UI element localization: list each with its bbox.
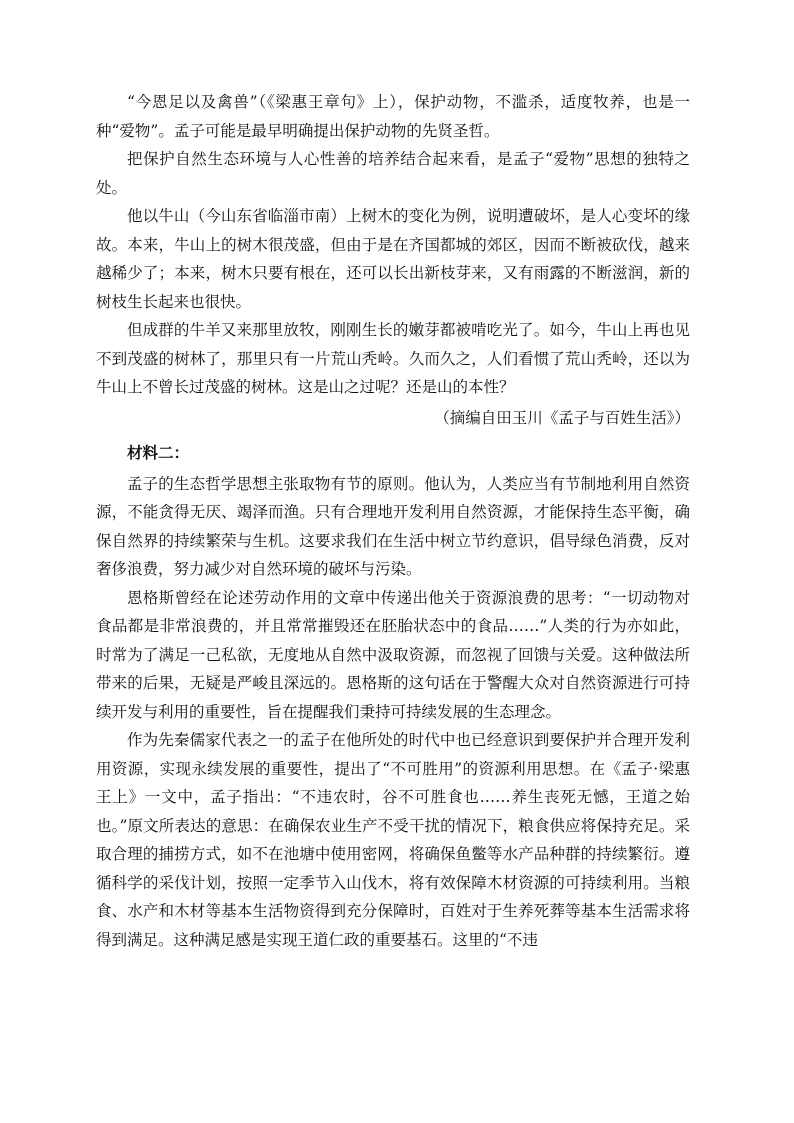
paragraph: 作为先秦儒家代表之一的孟子在他所处的时代中也已经意识到要保护并合理开发利用资源，实现永续发展的重要性，提出了“不可胜用”的资源利用思想。在《孟子·梁惠王上》一文中，孟子指出：“不违农时，谷不可胜食也……养生丧死无憾，王道之始也。”原文所表达的意思：在确保农业生产不受干扰的情况下，粮食供应将保持充足。采取合理的捕捞方式，如不在池塘中使用密网，将确保鱼鳖等水产品种群的持续繁衍。遵循科学的采伐计划，按照一定季节入山伐木，将有效保障木材资源的可持续利用。当粮食、水产和木材等基本生活物资得到充分保障时，百姓对于生养死葬等基本生活需求将得到满足。这种满足感是实现王道仁政的重要基石。这里的“不违 [96, 731, 690, 949]
article-body [96, 88, 690, 954]
paragraph: 恩格斯曾经在论述劳动作用的文章中传递出他关于资源浪费的思考：“一切动物对食品都是非常浪费的，并且常常摧毁还在胚胎状态中的食品……”人类的行为亦如此，时常为了满足一己私欲，无度地从自然中汲取资源，而忽视了回馈与关爱。这种做法所带来的后果，无疑是严峻且深远的。恩格斯的这句话在于警醒大众对自然资源进行可持续开发与利用的重要性，旨在提醒我们秉持可持续发展的生态理念。 [96, 588, 690, 721]
paragraph: 但成群的牛羊又来那里放牧，刚刚生长的嫩芽都被啃吃光了。如今，牛山上再也见不到茂盛的树林了，那里只有一片荒山秃岭。久而久之，人们看惯了荒山秃岭，还以为牛山上不曾长过茂盛的树林。这是山之过呢？还是山的本性？ [96, 321, 690, 396]
paragraph: 他以牛山（今山东省临淄市南）上树木的变化为例，说明遭破坏，是人心变坏的缘故。本来，牛山上的树木很茂盛，但由于是在齐国都城的郊区，因而不断被砍伐，越来越稀少了；本来，树木只要有根在，还可以长出新枝芽来，又有雨露的不断滋润，新的树枝生长起来也很快。 [96, 207, 690, 311]
paragraph: 把保护自然生态环境与人心性善的培养结合起来看，是孟子“爱物”思想的独特之处。 [96, 150, 690, 197]
paragraph: 孟子的生态哲学思想主张取物有节的原则。他认为，人类应当有节制地利用自然资源，不能贪得无厌、竭泽而渔。只有合理地开发利用自然资源，才能保持生态平衡，确保自然界的持续繁荣与生机。这要求我们在生活中树立节约意识，倡导绿色消费，反对奢侈浪费，努力减少对自然环境的破坏与污染。 [96, 474, 690, 578]
section-heading: 材料二： [127, 444, 190, 462]
source-citation: （摘编自田玉川《孟子与百姓生活》） [434, 408, 690, 427]
paragraph: “今恩足以及禽兽”（《梁惠王章句》上），保护动物，不滥杀，适度牧养，也是一种“爱物”。孟子可能是最早明确提出保护动物的先贤圣哲。 [96, 93, 690, 140]
